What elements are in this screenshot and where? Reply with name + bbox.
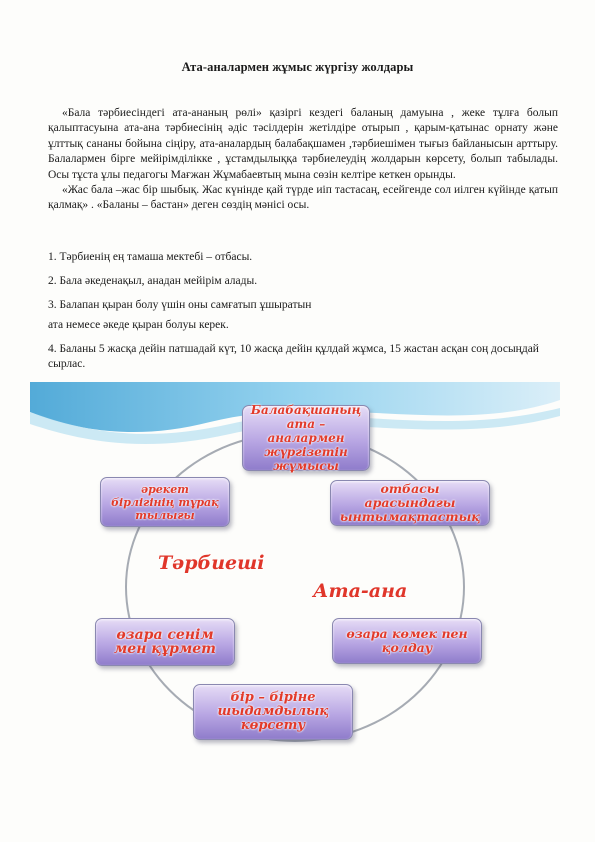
node-line: қолдау bbox=[381, 640, 433, 655]
node-top bbox=[242, 405, 370, 471]
node-line: бірлігінің тұрақ bbox=[111, 495, 219, 509]
node-line: жұмысы bbox=[273, 459, 339, 473]
node-line: тылығы bbox=[135, 508, 195, 522]
intro-paragraph-2: «Жас бала –жас бір шыбық. Жас күнінде қай түрде иіп тастасаң, есейгенде сол иілген күйінде қатып қалмақ» . «Баланы – бастан» деген сөздің мәнісі осы. bbox=[48, 184, 558, 212]
node-line: өзара сенім bbox=[116, 627, 214, 643]
node-line: ынтымақтастық bbox=[339, 509, 481, 524]
node-line: Балабақшаның bbox=[250, 403, 362, 417]
node-bottom bbox=[193, 684, 353, 740]
node-line: бір – біріне bbox=[230, 690, 316, 705]
node-upper-right bbox=[330, 480, 490, 526]
node-lower-left bbox=[95, 618, 235, 666]
node-line: әрекет bbox=[141, 482, 189, 496]
node-line: шыдамдылық bbox=[217, 704, 329, 719]
node-upper-left bbox=[100, 477, 230, 527]
intro-text bbox=[48, 106, 558, 214]
node-line: өзара көмек пен bbox=[346, 626, 468, 641]
node-line: отбасы арасындағы bbox=[364, 481, 456, 510]
numbered-list bbox=[48, 250, 558, 381]
intro-paragraph-1: «Бала тәрбиесіндегі ата-ананың рөлі» қазіргі кездегі баланың дамуына , жеке тұлға болып қалыптасуына ата-ана тәрбиесінің әдіс тәсілдерін жетілдіре отырып , қарым-қатынас орнату және ұлттық сананы бойына сіңіру, ата-аналардың балабақшамен ,тәрбиешімен тығыз байланысын арттыру. Балалармен бірге мейірімділікке , ұстамдылыққа тәрбиелеудің жолдарын көрсету, болып табылады. Осы тұста ұлы педагогы Мағжан Жұмабаевтың мына сөзін келтіре кеткен орынды. bbox=[48, 107, 558, 181]
list-item: 3. Балапан қыран болу үшін оны самғатып ұшыратын bbox=[48, 299, 312, 311]
node-line: ата – аналармен bbox=[267, 417, 345, 445]
node-line: мен құрмет bbox=[114, 641, 216, 657]
node-lower-right bbox=[332, 618, 482, 664]
list-item: 1. Тәрбиенің ең тамаша мектебі – отбасы. bbox=[48, 251, 253, 263]
page-title: Ата-аналармен жұмыс жүргізу жолдары bbox=[181, 60, 414, 74]
center-label-parents: Ата-ана bbox=[313, 580, 408, 602]
cycle-diagram bbox=[30, 382, 560, 762]
list-item-continuation: ата немесе әкеде қыран болуы керек. bbox=[48, 319, 229, 331]
node-line: жүргізетін bbox=[264, 445, 348, 459]
list-item: 4. Баланы 5 жасқа дейін патшадай күт, 10 жасқа дейін құлдай жұмса, 15 жастан асқан соң досыңдай сырлас. bbox=[48, 343, 539, 370]
center-label-teacher: Тәрбиеші bbox=[158, 552, 265, 574]
list-item: 2. Бала әкеденақыл, анадан мейірім алады. bbox=[48, 275, 258, 287]
node-line: көрсету bbox=[240, 718, 306, 733]
